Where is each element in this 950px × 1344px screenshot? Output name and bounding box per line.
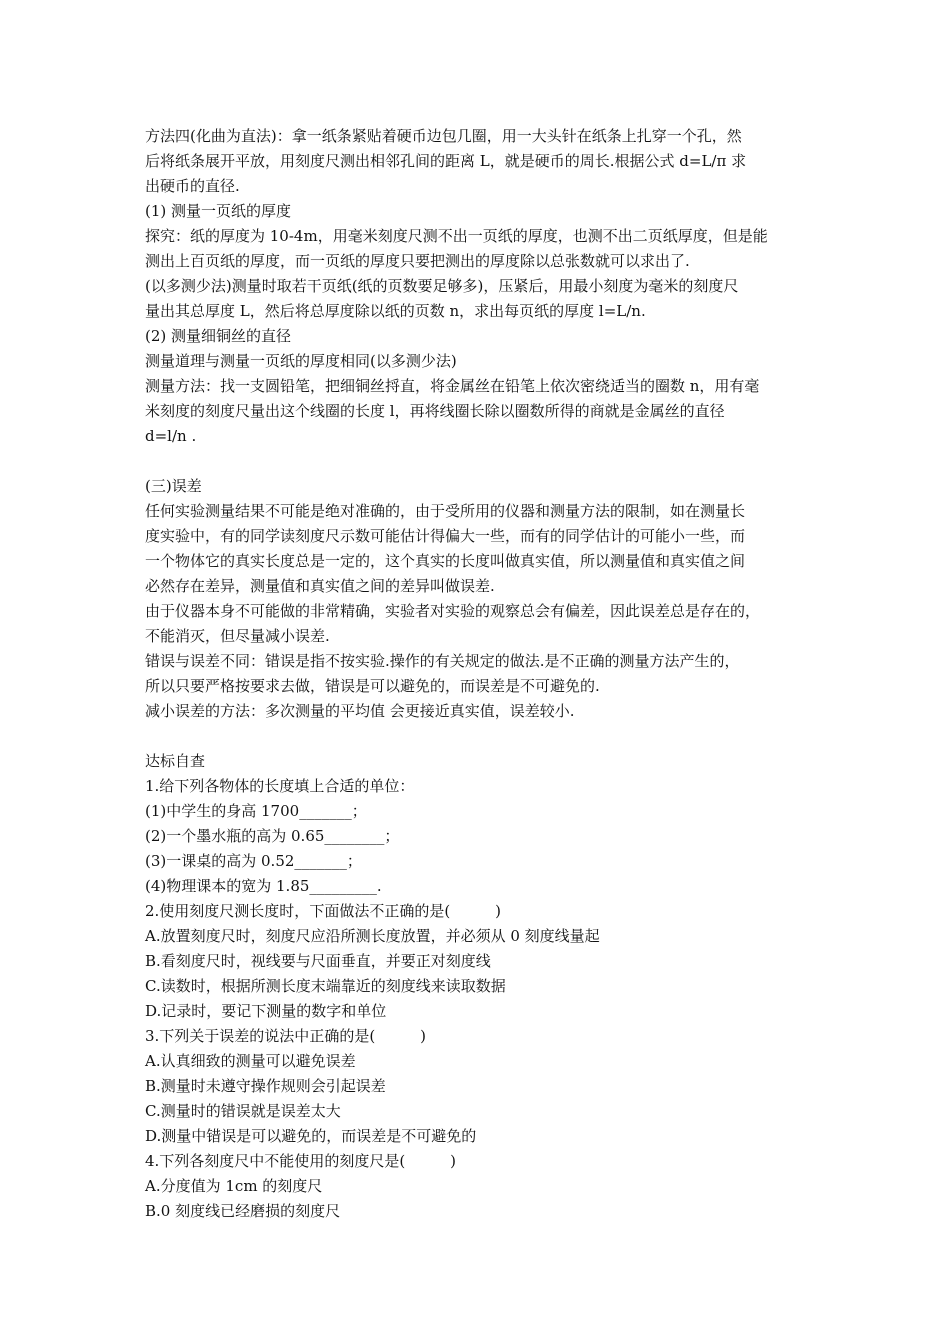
paragraph-line: 米刻度的刻度尺量出这个线圈的长度 l，再将线圈长除以圈数所得的商就是金属丝的直径 [145, 402, 725, 420]
section-heading: 达标自查 [145, 752, 206, 770]
paragraph-line: 一个物体它的真实长度总是一定的，这个真实的长度叫做真实值，所以测量值和真实值之间 [145, 552, 746, 570]
blank-line [145, 449, 825, 474]
option-c: C.测量时的错误就是误差太大 [145, 1102, 341, 1120]
paragraph-line: (以多测少法)测量时取若干页纸(纸的页数要足够多)，压紧后，用最小刻度为毫米的刻度尺 [145, 277, 739, 295]
paragraph-line: 必然存在差异，测量值和真实值之间的差异叫做误差. [145, 577, 495, 595]
answer-blank: _______ [299, 802, 352, 820]
method4-section [145, 124, 825, 199]
paragraph-line: 方法四(化曲为直法)：拿一纸条紧贴着硬币边包几圈，用一大头针在纸条上扎穿一个孔，然 [145, 127, 742, 145]
fill-item [145, 824, 825, 849]
question-stem: 1.给下列各物体的长度填上合适的单位： [145, 777, 415, 795]
section-heading: (1) 测量一页纸的厚度 [145, 202, 292, 220]
question-3 [145, 1024, 825, 1149]
fill-item [145, 849, 825, 874]
section-heading: (2) 测量细铜丝的直径 [145, 327, 292, 345]
question-stem: 3.下列关于误差的说法中正确的是( ) [145, 1027, 427, 1045]
option-b: B.看刻度尺时，视线要与尺面垂直，并要正对刻度线 [145, 952, 491, 970]
document-page [145, 124, 825, 1224]
question-2 [145, 899, 825, 1024]
option-a: A.认真细致的测量可以避免误差 [145, 1052, 356, 1070]
paragraph-line: 所以只要严格按要求去做，错误是可以避免的，而误差是不可避免的. [145, 677, 600, 695]
option-b: B.0 刻度线已经磨损的刻度尺 [145, 1202, 341, 1220]
fill-item [145, 799, 825, 824]
paper-thickness-section [145, 199, 825, 324]
paragraph-line: 出硬币的直径. [145, 177, 240, 195]
fill-item-end: ； [346, 852, 362, 870]
error-section [145, 474, 825, 724]
question-4 [145, 1149, 825, 1224]
answer-blank: _________ [309, 877, 377, 895]
paragraph-line: d=l/n . [145, 427, 197, 445]
question-stem: 2.使用刻度尺测长度时，下面做法不正确的是( ) [145, 902, 502, 920]
quiz-section [145, 749, 825, 1224]
paragraph-line: 减小误差的方法：多次测量的平均值 会更接近真实值，误差较小. [145, 702, 575, 720]
answer-blank: ________ [324, 827, 385, 845]
fill-item [145, 874, 825, 899]
paragraph-line: 不能消灭，但尽量减小误差. [145, 627, 330, 645]
fill-item-text: (4)物理课本的宽为 1.85 [145, 877, 310, 895]
option-b: B.测量时未遵守操作规则会引起误差 [145, 1077, 386, 1095]
paragraph-line: 后将纸条展开平放，用刻度尺测出相邻孔间的距离 L，就是硬币的周长.根据公式 d=L/π 求 [145, 152, 747, 170]
fill-item-text: (2)一个墨水瓶的高为 0.65 [145, 827, 325, 845]
paragraph-line: 由于仪器本身不可能做的非常精确，实验者对实验的观察总会有偏差，因此误差总是存在的， [145, 602, 761, 620]
paragraph-line: 测量道理与测量一页纸的厚度相同(以多测少法) [145, 352, 457, 370]
section-heading: (三)误差 [145, 477, 202, 495]
paragraph-line: 量出其总厚度 L，然后将总厚度除以纸的页数 n，求出每页纸的厚度 l=L/n. [145, 302, 646, 320]
option-a: A.放置刻度尺时，刻度尺应沿所测长度放置，并必须从 0 刻度线量起 [145, 927, 600, 945]
paragraph-line: 任何实验测量结果不可能是绝对准确的，由于受所用的仪器和测量方法的限制，如在测量长 [145, 502, 746, 520]
paragraph-line: 测出上百页纸的厚度，而一页纸的厚度只要把测出的厚度除以总张数就可以求出了. [145, 252, 690, 270]
option-c: C.读数时，根据所测长度末端靠近的刻度线来读取数据 [145, 977, 506, 995]
question-stem: 4.下列各刻度尺中不能使用的刻度尺是( ) [145, 1152, 457, 1170]
fill-item-text: (1)中学生的身高 1700 [145, 802, 300, 820]
wire-diameter-section [145, 324, 825, 449]
fill-item-text: (3)一课桌的高为 0.52 [145, 852, 295, 870]
option-d: D.测量中错误是可以避免的，而误差是不可避免的 [145, 1127, 477, 1145]
option-a: A.分度值为 1cm 的刻度尺 [145, 1177, 323, 1195]
paragraph-line: 度实验中，有的同学读刻度尺示数可能估计得偏大一些，而有的同学估计的可能小一些，而 [145, 527, 746, 545]
paragraph-line: 测量方法：找一支圆铅笔，把细铜丝捋直，将金属丝在铅笔上依次密绕适当的圈数 n，用有毫 [145, 377, 760, 395]
paragraph-line: 探究：纸的厚度为 10-4m，用毫米刻度尺测不出一页纸的厚度，也测不出二页纸厚度，但是能 [145, 227, 768, 245]
answer-blank: _______ [294, 852, 347, 870]
blank-line [145, 724, 825, 749]
question-1 [145, 774, 825, 899]
fill-item-end: . [376, 877, 382, 895]
paragraph-line: 错误与误差不同：错误是指不按实验.操作的有关规定的做法.是不正确的测量方法产生的， [145, 652, 740, 670]
fill-item-end: ； [351, 802, 367, 820]
fill-item-end: ； [384, 827, 400, 845]
option-d: D.记录时，要记下测量的数字和单位 [145, 1002, 387, 1020]
